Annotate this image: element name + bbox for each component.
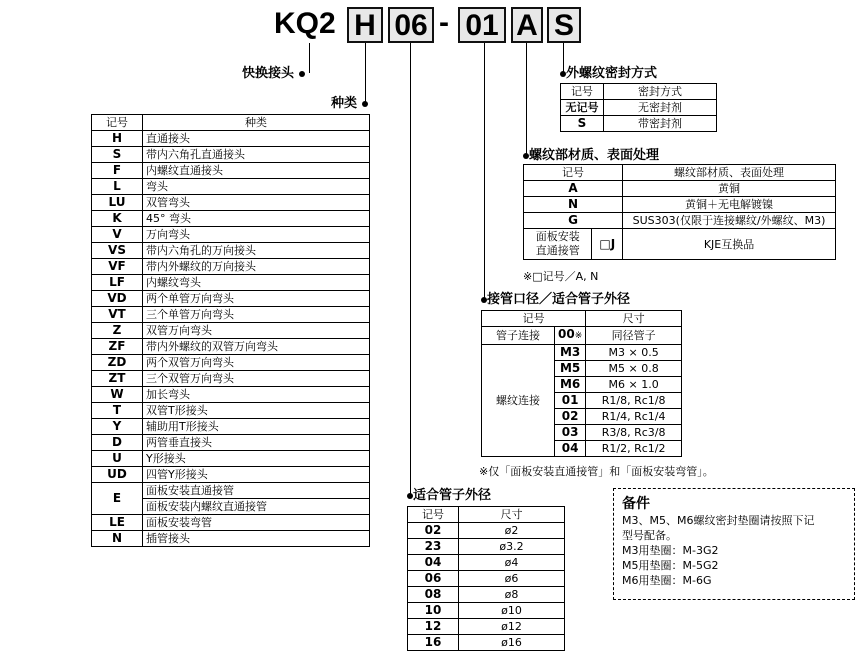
size-code: 03: [555, 425, 586, 441]
size-code: M5: [555, 361, 586, 377]
type-table: [91, 114, 370, 547]
type-code: D: [92, 435, 143, 451]
type-code: LE: [92, 515, 143, 531]
table-row: [92, 483, 370, 499]
od-value: ø12: [459, 619, 565, 635]
label-seal-method: 外螺纹密封方式: [560, 66, 657, 82]
table-row: [92, 531, 370, 547]
table-row: [92, 339, 370, 355]
type-kind: 弯头: [143, 179, 370, 195]
type-code: ZF: [92, 339, 143, 355]
material-table: [523, 164, 836, 260]
size-value: M6 × 1.0: [586, 377, 682, 393]
type-kind: 带内外螺纹的万向接头: [143, 259, 370, 275]
type-code: S: [92, 147, 143, 163]
parts-line: M6用垫圈：M-6G: [622, 574, 712, 587]
code-tube: 06: [388, 7, 434, 43]
parts-title: 备件: [622, 496, 650, 512]
size-value: R3/8, Rc3/8: [586, 425, 682, 441]
label-quick-fitting: 快换接头: [242, 66, 305, 82]
table-row: [92, 355, 370, 371]
table-row: [92, 291, 370, 307]
type-kind: 万向弯头: [143, 227, 370, 243]
size-table: [481, 310, 682, 457]
seal-header-code: 记号: [561, 84, 604, 100]
type-kind: 面板安装弯管: [143, 515, 370, 531]
type-kind: 加长弯头: [143, 387, 370, 403]
bullet-icon: [362, 101, 368, 107]
od-table: [407, 506, 565, 651]
type-code: T: [92, 403, 143, 419]
label-connection-size: 接管口径／适合管子外径: [481, 292, 630, 308]
size-code: M3: [555, 345, 586, 361]
seal-code: S: [561, 116, 604, 132]
type-kind: Y形接头: [143, 451, 370, 467]
od-value: ø8: [459, 587, 565, 603]
table-row: [561, 100, 717, 116]
label-tube-od: 适合管子外径: [407, 488, 491, 504]
label-thread-material: 螺纹部材质、表面处理: [523, 148, 659, 164]
seal-value: 无密封剂: [604, 100, 717, 116]
type-code: VT: [92, 307, 143, 323]
type-code: ZT: [92, 371, 143, 387]
label-type: 种类: [331, 96, 368, 112]
material-panel-label: 面板安装 直通接管: [524, 229, 592, 260]
type-code: Z: [92, 323, 143, 339]
type-code: W: [92, 387, 143, 403]
size-value: M3 × 0.5: [586, 345, 682, 361]
type-code: ZD: [92, 355, 143, 371]
material-panel-code: □J: [592, 229, 623, 260]
table-row: [92, 259, 370, 275]
table-row: [92, 515, 370, 531]
size-code: 01: [555, 393, 586, 409]
type-code: VD: [92, 291, 143, 307]
seal-header-method: 密封方式: [604, 84, 717, 100]
table-row: [92, 163, 370, 179]
type-kind: 带内六角孔的万向接头: [143, 243, 370, 259]
table-row: [92, 275, 370, 291]
type-code: LF: [92, 275, 143, 291]
type-kind: 直通接头: [143, 131, 370, 147]
type-kind: 面板安装内螺纹直通接管: [143, 499, 370, 515]
bullet-icon: [299, 71, 305, 77]
type-header-kind: 种类: [143, 115, 370, 131]
size-value: M5 × 0.8: [586, 361, 682, 377]
table-row: [561, 116, 717, 132]
od-code: 10: [408, 603, 459, 619]
type-code: K: [92, 211, 143, 227]
type-kind: 辅助用T形接头: [143, 419, 370, 435]
material-code: N: [524, 197, 623, 213]
seal-code: 无记号: [561, 100, 604, 116]
od-value: ø4: [459, 555, 565, 571]
type-code: UD: [92, 467, 143, 483]
size-code: M6: [555, 377, 586, 393]
od-value: ø10: [459, 603, 565, 619]
type-kind: 带内六角孔直通接头: [143, 147, 370, 163]
type-kind: 插管接头: [143, 531, 370, 547]
type-code: H: [92, 131, 143, 147]
type-code: F: [92, 163, 143, 179]
code-prefix: KQ2: [274, 7, 336, 40]
table-row: [92, 227, 370, 243]
type-kind: 45° 弯头: [143, 211, 370, 227]
type-code: V: [92, 227, 143, 243]
od-value: ø16: [459, 635, 565, 651]
table-row: [92, 371, 370, 387]
material-value: 黄铜: [623, 181, 836, 197]
type-kind: 三个双管万向弯头: [143, 371, 370, 387]
size-thread-conn-label: 螺纹连接: [482, 345, 555, 457]
line-type: [365, 43, 366, 103]
line-thread: [484, 43, 485, 299]
table-row: [92, 403, 370, 419]
table-row: [92, 307, 370, 323]
od-code: 16: [408, 635, 459, 651]
type-code: L: [92, 179, 143, 195]
od-code: 12: [408, 619, 459, 635]
type-code: VS: [92, 243, 143, 259]
type-kind: 内螺纹弯头: [143, 275, 370, 291]
od-code: 02: [408, 523, 459, 539]
type-kind: 面板安装直通接管: [143, 483, 370, 499]
type-kind: 两个单管万向弯头: [143, 291, 370, 307]
table-row: [408, 523, 565, 539]
parts-line: M5用垫圈：M-5G2: [622, 559, 719, 572]
type-code: Y: [92, 419, 143, 435]
size-value: R1/4, Rc1/4: [586, 409, 682, 425]
type-kind: 带内外螺纹的双管万向弯头: [143, 339, 370, 355]
table-row: [408, 619, 565, 635]
od-value: ø6: [459, 571, 565, 587]
od-code: 06: [408, 571, 459, 587]
table-row: [524, 181, 836, 197]
type-kind: 两个双管万向弯头: [143, 355, 370, 371]
od-code: 23: [408, 539, 459, 555]
table-row: [482, 345, 682, 361]
line-prefix: [309, 43, 310, 73]
table-row: [408, 571, 565, 587]
table-row: [524, 197, 836, 213]
table-row: [408, 539, 565, 555]
table-row: [408, 635, 565, 651]
type-kind: 四管Y形接头: [143, 467, 370, 483]
table-row: [92, 243, 370, 259]
type-kind: 双管弯头: [143, 195, 370, 211]
table-row: [92, 211, 370, 227]
type-kind: 双管万向弯头: [143, 323, 370, 339]
material-header-value: 螺纹部材质、表面处理: [623, 165, 836, 181]
table-row: [524, 213, 836, 229]
table-row: [92, 435, 370, 451]
code-material: A: [511, 7, 543, 43]
table-row: [92, 451, 370, 467]
size-tube-conn-code: 00※: [555, 327, 586, 345]
od-code: 04: [408, 555, 459, 571]
size-tube-conn-label: 管子连接: [482, 327, 555, 345]
table-row: [92, 195, 370, 211]
table-row: [92, 387, 370, 403]
size-note: ※仅「面板安装直通接管」和「面板安装弯管」。: [479, 465, 714, 478]
od-header-code: 记号: [408, 507, 459, 523]
code-seal: S: [547, 7, 581, 43]
od-value: ø3.2: [459, 539, 565, 555]
parts-line: 型号配备。: [622, 529, 677, 542]
type-kind: 内螺纹直通接头: [143, 163, 370, 179]
od-value: ø2: [459, 523, 565, 539]
type-code: U: [92, 451, 143, 467]
material-code: A: [524, 181, 623, 197]
parts-box: [613, 488, 855, 600]
parts-line: M3用垫圈：M-3G2: [622, 544, 719, 557]
type-kind: 两管垂直接头: [143, 435, 370, 451]
parts-line: M3、M5、M6螺纹密封垫圈请按照下记: [622, 514, 815, 527]
table-row: [482, 327, 682, 345]
type-code: E: [92, 483, 143, 515]
table-row: [92, 131, 370, 147]
material-code: G: [524, 213, 623, 229]
table-row: [92, 147, 370, 163]
seal-value: 带密封剂: [604, 116, 717, 132]
table-row: [92, 179, 370, 195]
type-kind: 三个单管万向弯头: [143, 307, 370, 323]
seal-table: [560, 83, 717, 132]
material-value: SUS303(仅限于连接螺纹/外螺纹、M3): [623, 213, 836, 229]
material-panel-value: KJE互换品: [623, 229, 836, 260]
od-code: 08: [408, 587, 459, 603]
material-note: ※□记号／A, N: [523, 270, 599, 283]
table-row: [92, 419, 370, 435]
size-code: 04: [555, 441, 586, 457]
code-thread: 01: [458, 7, 506, 43]
table-row: [524, 229, 836, 260]
table-row: [408, 555, 565, 571]
type-kind: 双管T形接头: [143, 403, 370, 419]
line-material: [526, 43, 527, 155]
size-value: R1/8, Rc1/8: [586, 393, 682, 409]
table-row: [408, 603, 565, 619]
type-code: VF: [92, 259, 143, 275]
od-header-size: 尺寸: [459, 507, 565, 523]
type-code: N: [92, 531, 143, 547]
size-header-code: 记号: [482, 311, 586, 327]
type-code: LU: [92, 195, 143, 211]
size-value: R1/2, Rc1/2: [586, 441, 682, 457]
line-tube: [410, 43, 411, 495]
table-row: [92, 323, 370, 339]
size-tube-conn-value: 同径管子: [586, 327, 682, 345]
size-header-size: 尺寸: [586, 311, 682, 327]
size-code: 02: [555, 409, 586, 425]
code-type: H: [347, 7, 383, 43]
material-value: 黄铜＋无电解镀镍: [623, 197, 836, 213]
type-header-code: 记号: [92, 115, 143, 131]
table-row: [408, 587, 565, 603]
table-row: [92, 467, 370, 483]
material-header-code: 记号: [524, 165, 623, 181]
code-dash: -: [439, 6, 449, 39]
